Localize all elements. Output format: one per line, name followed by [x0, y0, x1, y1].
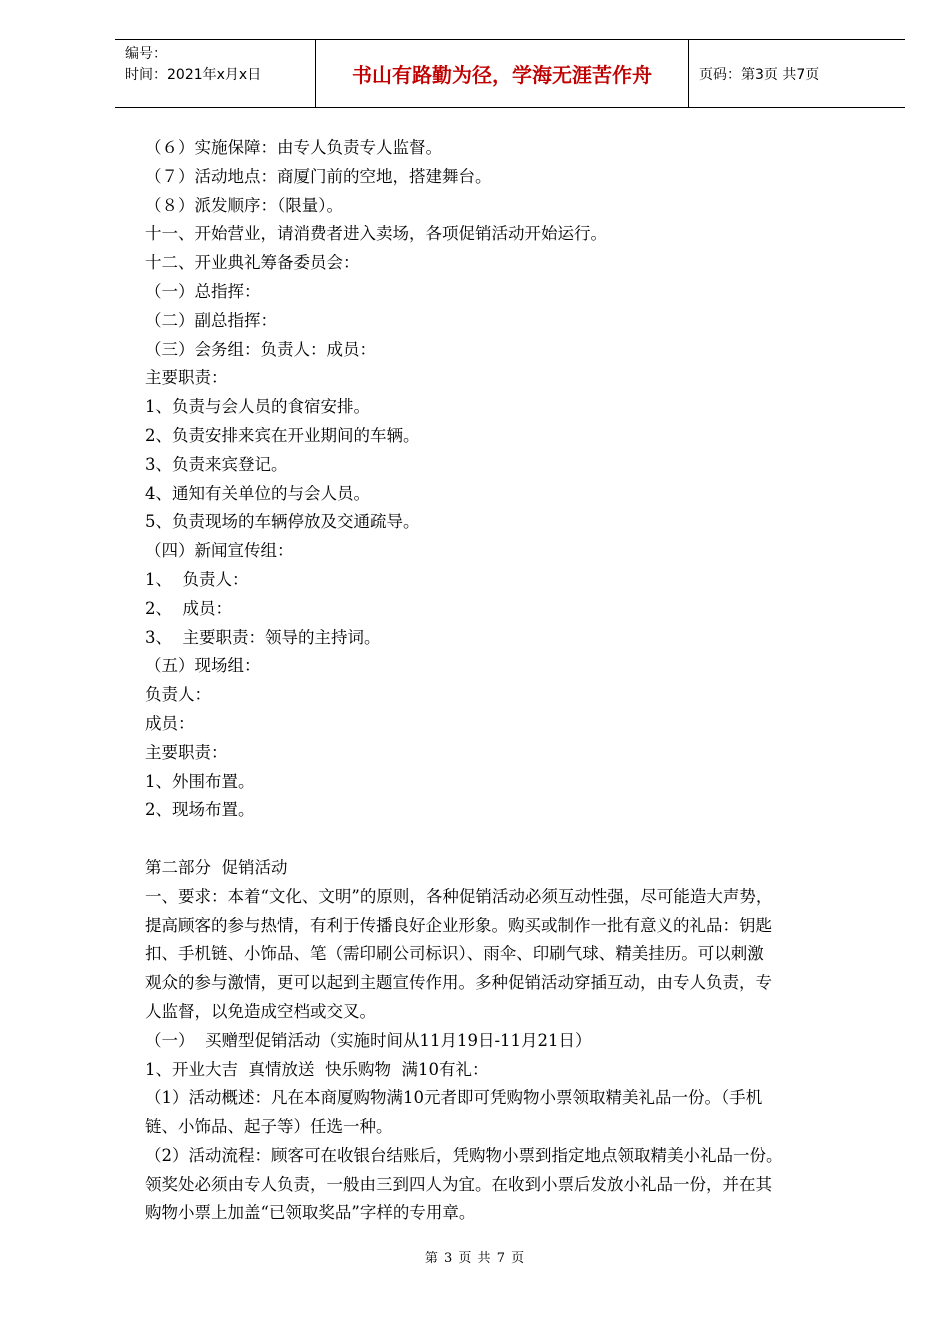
text-line: （二）副总指挥： — [145, 310, 277, 330]
text-line: （2）活动流程：顾客可在收银台结账后，凭购物小票到指定地点领取精美小礼品一份。 — [145, 1145, 783, 1165]
text-line: （五）现场组： — [145, 656, 261, 676]
text-line: 提高顾客的参与热情，有利于传播良好企业形象。购买或制作一批有意义的礼品：钥匙 — [145, 915, 772, 935]
text-line: 3、 主要职责：领导的主持词。 — [145, 627, 381, 647]
text-line: （四）新闻宣传组： — [145, 541, 294, 561]
text-line: 十一、开始营业，请消费者进入卖场，各项促销活动开始运行。 — [145, 224, 607, 244]
time-label: 时间：2021年x月x日 — [125, 67, 262, 83]
text-line: 1、 负责人： — [145, 569, 249, 589]
text-line: 5、负责现场的车辆停放及交通疏导。 — [145, 512, 420, 532]
text-line: 4、通知有关单位的与会人员。 — [145, 483, 370, 503]
text-line: 一、要求：本着“文化、文明”的原则，各种促销活动必须互动性强，尽可能造大声势， — [145, 886, 773, 906]
text-line: 3、负责来宾登记。 — [145, 454, 288, 474]
text-line: （６）实施保障：由专人负责专人监督。 — [145, 138, 442, 157]
header-page-info: 页码：第3页 共7页 — [699, 66, 820, 83]
text-line: 主要职责： — [145, 368, 228, 388]
document-body — [145, 134, 875, 1228]
text-line: （1）活动概述：凡在本商厦购物满10元者即可凭购物小票领取精美礼品一份。（手机 — [145, 1088, 763, 1108]
text-line: （８）派发顺序：（限量）。 — [145, 195, 343, 215]
text-line: 扣、手机链、小饰品、笔（需印刷公司标识）、雨伞、印刷气球、精美挂历。可以刺激 — [145, 944, 764, 964]
text-line: 主要职责： — [145, 742, 228, 762]
text-line: 成员： — [145, 713, 195, 733]
text-line: （一） 买赠型促销活动（实施时间从11月19日-11月21日） — [145, 1030, 592, 1050]
text-line: 购物小票上加盖“已领取奖品”字样的专用章。 — [145, 1203, 476, 1223]
text-line: 1、开业大吉 真情放送 快乐购物 满10有礼： — [145, 1059, 489, 1079]
text-line: 链、小饰品、起子等）任选一种。 — [145, 1117, 393, 1137]
text-line: （一）总指挥： — [145, 281, 261, 301]
header-meta — [115, 40, 316, 107]
page-footer: 第 3 页 共 7 页 — [424, 1251, 526, 1266]
page-header — [115, 39, 905, 108]
text-line — [145, 825, 875, 854]
text-line: 十二、开业典礼筹备委员会： — [145, 253, 360, 273]
text-line: 第二部分 促销活动 — [145, 857, 288, 877]
text-line: 人监督，以免造成空档或交叉。 — [145, 1001, 376, 1021]
text-line: 2、负责安排来宾在开业期间的车辆。 — [145, 425, 420, 445]
text-line: 观众的参与激情，更可以起到主题宣传作用。多种促销活动穿插互动，由专人负责，专 — [145, 973, 772, 993]
text-line: 负责人： — [145, 685, 211, 705]
text-line: 2、 成员： — [145, 598, 232, 618]
number-label: 编号： — [125, 46, 167, 62]
text-line: （７）活动地点：商厦门前的空地，搭建舞台。 — [145, 166, 492, 186]
text-line: 领奖处必须由专人负责，一般由三到四人为宜。在收到小票后发放小礼品一份，并在其 — [145, 1174, 772, 1194]
text-line: 1、外围布置。 — [145, 771, 255, 791]
text-line: 1、负责与会人员的食宿安排。 — [145, 397, 370, 417]
header-motto: 书山有路勤为径，学海无涯苦作舟 — [316, 40, 689, 107]
text-line: 2、现场布置。 — [145, 800, 255, 820]
text-line: （三）会务组：负责人：成员： — [145, 339, 376, 359]
